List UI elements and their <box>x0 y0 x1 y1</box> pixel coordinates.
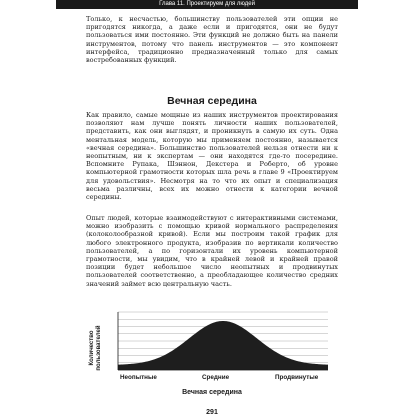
bell-curve <box>118 321 328 370</box>
paragraph-bell-curve: Опыт людей, которые взаимодействуют с интерактивными системами, можно изобразить с помощью кривой нормального распределения (колоколообразной кривой). Если мы построим такой график для любого электронного продукта, изобразив по вертикали количество пользователей, а по горизонтали их уровень компьютерной грамотности, мы увидим, что в крайней левой и крайней правой позиции будет небольшое число неопытных и продвинутых пользователей соответственно, а преобладающее количество средних значений займет всю центральную часть. <box>86 214 338 288</box>
x-tick-experts: Продвинутые <box>275 374 319 381</box>
paragraph-perpetual-intermediates: Как правило, самые мощные из наших инструментов проектирования позволяют нам лучше понять личности наших пользователей, представить, как они выглядят, и проникнуть в самую их суть. Одна ментальная модель, которую мы применяем постоянно, называется «вечная середина». Большинство пользователей нельзя отнести ни к неопытным, ни к экспертам — они находятся где-то посередине. Вспомните Рупака, Шэннон, Декстера и Роберто, об уровне компьютерной грамотности которых шла речь в главе 9 «Проектируем для удовольствия». Несмотря на то что их опыт и специализация весьма различны, всех их можно отнести к категории вечной середины. <box>86 111 338 202</box>
y-axis-label: Количество пользователей <box>89 325 102 371</box>
section-heading: Вечная середина <box>167 95 257 107</box>
page-number: 291 <box>206 409 218 416</box>
paragraph-toolbar-functions: Только, к несчастью, большинству пользователей эти опции не пригодятся никогда, а даже если и пригодятся, они не будут пользоваться ими постоянно. Эти функций не должно быть на панели инструментов, потому что панель инструментов — это компонент интерфейса, традиционно предназначенный только для самых востребованных функций. <box>86 15 338 65</box>
x-tick-intermediates: Средние <box>202 374 230 381</box>
running-header: Глава 11. Проектируем для людей <box>56 0 358 9</box>
x-tick-novices: Неопытные <box>120 374 157 381</box>
bell-curve-figure <box>88 308 336 398</box>
x-axis-label: Вечная середина <box>182 389 242 396</box>
